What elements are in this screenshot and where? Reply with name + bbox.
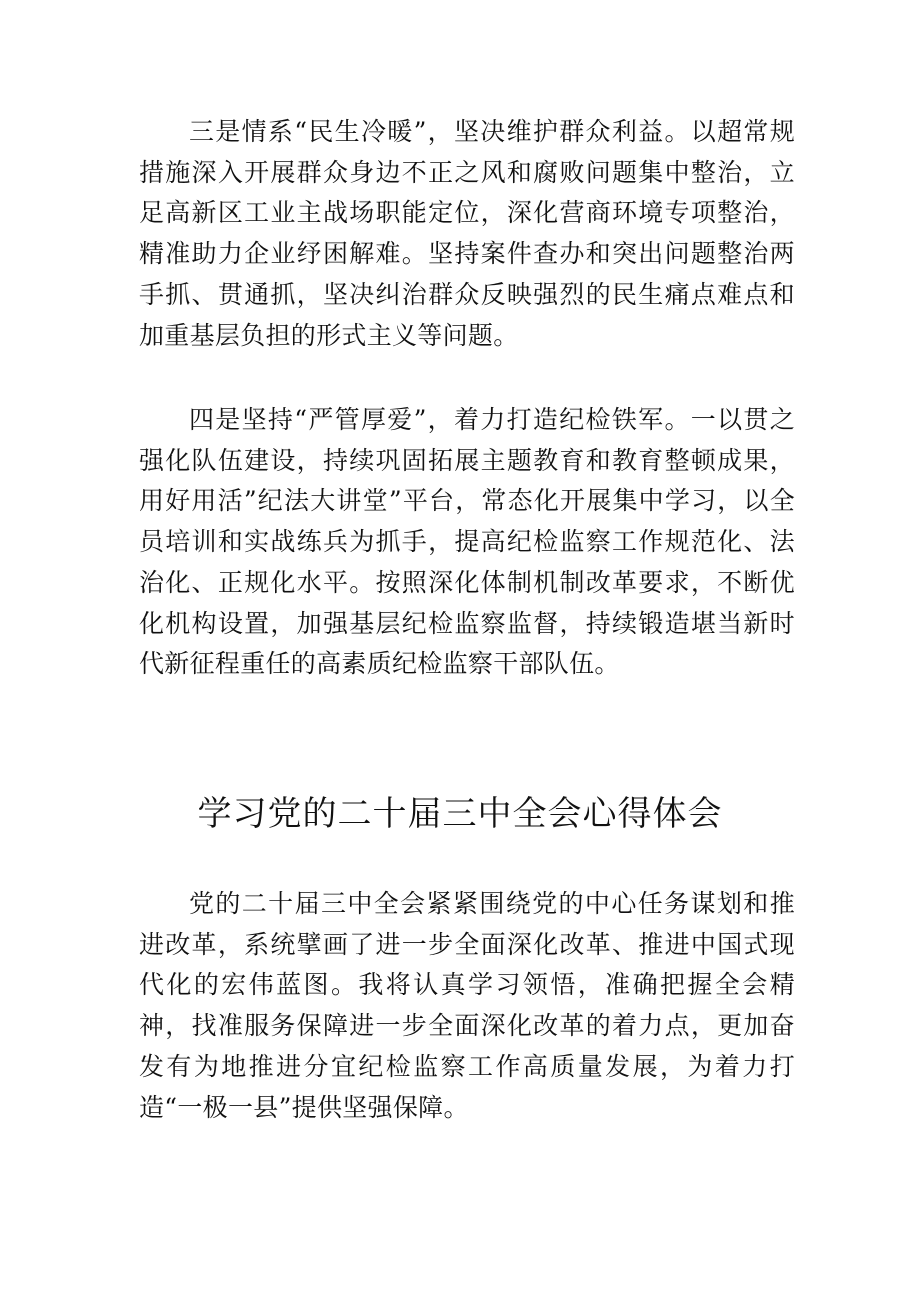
paragraph-people-livelihood: 三是情系“民生冷暖”，坚决维护群众利益。以超常规措施深入开展群众身边不正之风和腐败问题集中整治，立足高新区工业主战场职能定位，深化营商环境专项整治，精准助力企业纾困解难。坚持案件查办和突出问题整治两手抓、贯通抓，坚决纠治群众反映强烈的民生痛点难点和加重基层负担的形式主义等问题。 [139, 117, 795, 350]
section-title: 学习党的二十届三中全会心得体会 [197, 794, 723, 834]
paragraph-plenum-reflection: 党的二十届三中全会紧紧围绕党的中心任务谋划和推进改革，系统擘画了进一步全面深化改革、推进中国式现代化的宏伟蓝图。我将认真学习领悟，准确把握全会精神，找准服务保障进一步全面深化改革的着力点，更加奋发有为地推进分宜纪检监察工作高质量发展，为着力打造“一极一县”提供坚强保障。 [139, 889, 795, 1122]
paragraph-discipline-team: 四是坚持“严管厚爱”，着力打造纪检铁军。一以贯之强化队伍建设，持续巩固拓展主题教育和教育整顿成果，用好用活”纪法大讲堂”平台，常态化开展集中学习，以全员培训和实战练兵为抓手，提高纪检监察工作规范化、法治化、正规化水平。按照深化体制机制改革要求，不断优化机构设置，加强基层纪检监察监督，持续锻造堪当新时代新征程重任的高素质纪检监察干部队伍。 [139, 405, 795, 679]
